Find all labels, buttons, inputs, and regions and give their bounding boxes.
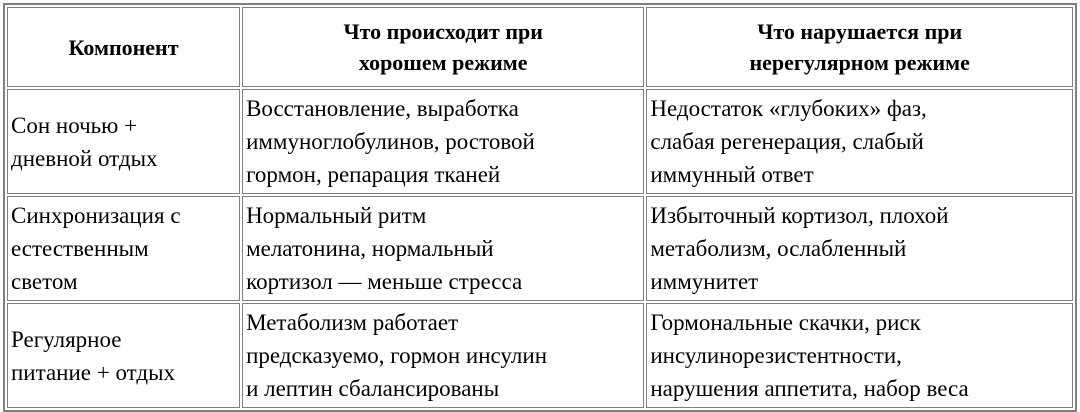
cell-irregular	[646, 196, 1073, 301]
cell-line: светом	[11, 269, 78, 294]
header-line: нерегулярном режиме	[749, 50, 970, 75]
cell-line: иммунитет	[650, 269, 759, 294]
header-line: Что нарушается при	[757, 19, 963, 44]
cell-line: иммуноглобулинов, ростовой	[246, 129, 535, 154]
cell-line: Регулярное	[11, 326, 122, 352]
table-row	[7, 303, 1073, 408]
table-row	[7, 89, 1073, 194]
cell-line: предсказуемо, гормон инсулин	[246, 343, 548, 368]
cell-line: слабая регенерация, слабый	[650, 129, 924, 154]
header-line: хорошем режиме	[358, 50, 528, 75]
table-row	[7, 196, 1073, 301]
cell-line: Сон ночью +	[11, 112, 138, 138]
cell-good	[242, 196, 644, 301]
header-cell-irregular-regime	[646, 7, 1073, 87]
cell-line: дневной отдых	[11, 145, 158, 171]
cell-line: инсулинорезистентности,	[650, 343, 902, 368]
cell-line: Недостаток «глубоких» фаз,	[650, 96, 927, 121]
header-line: Компонент	[68, 34, 179, 60]
cell-line: естественным	[11, 236, 149, 261]
cell-component	[7, 196, 240, 301]
cell-line: мелатонина, нормальный	[246, 236, 494, 261]
cell-good	[242, 89, 644, 194]
header-row	[7, 7, 1073, 87]
cell-component	[7, 303, 240, 408]
cell-line: Нормальный ритм	[246, 203, 427, 228]
cell-irregular	[646, 89, 1073, 194]
comparison-table	[3, 3, 1077, 412]
cell-line: иммунный ответ	[650, 162, 814, 187]
cell-good	[242, 303, 644, 408]
header-cell-good-regime	[242, 7, 644, 87]
cell-line: Восстановление, выработка	[246, 96, 519, 121]
cell-component	[7, 89, 240, 194]
cell-line: и лептин сбалансированы	[246, 376, 500, 401]
cell-line: метаболизм, ослабленный	[650, 236, 907, 261]
cell-line: Избыточный кортизол, плохой	[650, 203, 949, 228]
cell-line: Синхронизация с	[11, 203, 181, 228]
header-cell-component	[7, 7, 240, 87]
cell-line: питание + отдых	[11, 359, 176, 385]
header-line: Что происходит при	[343, 19, 543, 44]
cell-irregular	[646, 303, 1073, 408]
cell-line: кортизол — меньше стресса	[246, 269, 523, 294]
cell-line: Гормональные скачки, риск	[650, 310, 921, 335]
cell-line: гормон, репарация тканей	[246, 162, 501, 187]
cell-line: нарушения аппетита, набор веса	[650, 376, 969, 401]
cell-line: Метаболизм работает	[246, 310, 459, 335]
